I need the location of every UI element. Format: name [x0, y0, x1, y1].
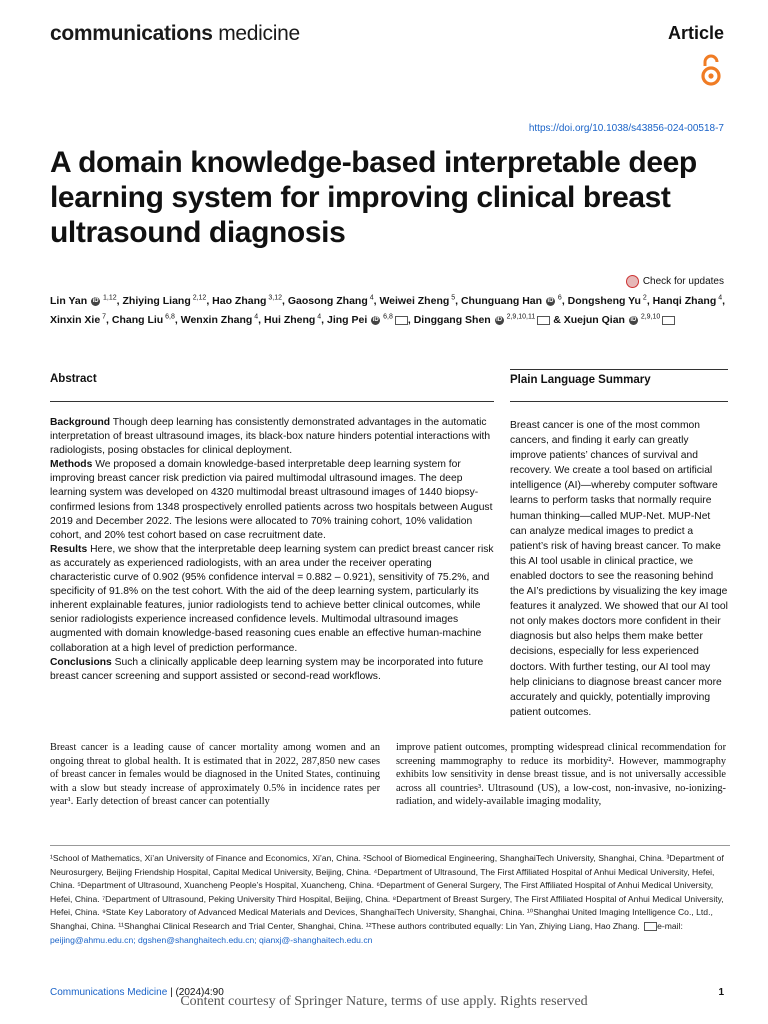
abstract-heading: Abstract — [50, 373, 97, 385]
author-name: Gaosong Zhang — [287, 295, 368, 307]
author-name: Jing Pei — [327, 314, 368, 326]
journal-name[interactable] — [50, 22, 300, 46]
author[interactable] — [288, 295, 374, 307]
author-name: Hao Zhang — [212, 295, 267, 307]
email-icon[interactable] — [537, 316, 550, 325]
author[interactable] — [568, 295, 647, 307]
author-name: Weiwei Zheng — [379, 295, 450, 307]
author[interactable] — [50, 295, 117, 307]
email-icon[interactable] — [395, 316, 408, 325]
check-updates-label: Check for updates — [642, 276, 724, 287]
author[interactable] — [379, 295, 455, 307]
author-affiliation-sup: 6,8 — [381, 313, 393, 321]
abstract-section-label: Results — [50, 543, 88, 555]
abstract-section — [50, 543, 494, 656]
check-updates-icon — [626, 275, 639, 288]
abstract-section-text: Here, we show that the interpretable deep learning system can predict breast cancer risk as accurately as experienced radiologists, with an area under the receiver operating characteristic curve of 0.902 (95% confidence interval = 0.882 – 0.921), sensitivity of 75.2%, and specificity of 91.8% on the test cohort. With the aid of the deep learning system, particularly its inherent explainable features, junior radiologists tend to achieve better clinical outcomes, while senior radiologists experience increased confidence levels. Multimodal ultrasound images augmented with domain knowledge-based reasoning cues enable an effective human-machine collaboration at a high level of prediction performance. — [50, 543, 494, 654]
author[interactable] — [50, 314, 106, 326]
author-name: Lin Yan — [50, 295, 88, 307]
author-affiliation-sup: 2,12 — [190, 294, 207, 302]
orcid-icon[interactable]: iD — [92, 297, 99, 304]
author[interactable] — [461, 295, 562, 307]
author[interactable]: & Xuejun Qian iD $^{2,9,10}$ — [553, 314, 675, 326]
open-access-icon — [699, 54, 723, 88]
author-name: Zhiying Liang — [122, 295, 191, 307]
abstract-section-text: Though deep learning has consistently demonstrated advantages in the automatic interpretation of breast ultrasound images, its black-box nature hinders potential interactions with radiologists, posing obstacles for clinical deployment. — [50, 417, 491, 457]
affiliations-text: ¹School of Mathematics, Xi’an University of Finance and Economics, Xi’an, China. ²School of Biomedical Engineering, ShanghaiTech University, Shanghai, China. ³Department of Neurosurgery, Beijing Friendship Hospital, Capital Medical University, Beijing, China. ⁴Department of Ultrasound, The First Affiliated Hospital of Anhui Medical University, Hefei, China. ⁵Department of Ultrasound, Xuancheng People’s Hospital, Xuancheng, China. ⁶Department of General Surgery, The First Affiliated Hospital of Anhui Medical University, Hefei, China. ⁷Department of Ultrasound, Peking University Third Hospital, Beijing, China. ⁸Department of Breast Surgery, The First Affiliated Hospital of Anhui Medical University, Hefei, China. ⁹State Key Laboratory of Advanced Medical Materials and Devices, ShanghaiTech University, Shanghai, China. ¹⁰Shanghai United Imaging Intelligence Co., Ltd., Shanghai, China. ¹¹Shanghai Clinical Research and Trial Center, Shanghai, China. ¹²These authors contributed equally: Lin Yan, Zhiying Liang, Hao Zhang. — [50, 853, 724, 931]
author-affiliation-sup: 2 — [640, 294, 647, 302]
author-name: Xinxin Xie — [50, 314, 101, 326]
author-affiliation-sup: 3,12 — [266, 294, 282, 302]
affiliations-divider — [50, 845, 730, 846]
author[interactable] — [123, 295, 207, 307]
article-title: A domain knowledge-based interpretable deep learning system for improving clinical breast ultrasound diagnosis — [50, 146, 697, 249]
author-affiliation-sup: 4 — [716, 294, 723, 302]
abstract-section — [50, 458, 494, 543]
author-affiliation-sup: 4 — [367, 294, 374, 302]
abstract-body — [50, 416, 494, 684]
author[interactable] — [181, 314, 258, 326]
abstract-section-label: Background — [50, 417, 111, 428]
author-affiliation-sup: 5 — [449, 294, 456, 302]
author[interactable] — [264, 314, 321, 326]
orcid-icon[interactable]: iD — [547, 297, 554, 304]
author-name: Wenxin Zhang — [180, 314, 253, 326]
article-type: Article — [667, 23, 724, 43]
author-name: Hui Zheng — [263, 314, 316, 326]
page-number: 1 — [718, 987, 724, 998]
author[interactable] — [112, 314, 175, 326]
author-affiliation-sup: 4 — [315, 313, 322, 321]
author-name: Dongsheng Yu — [567, 295, 641, 307]
email-icon — [644, 922, 657, 931]
author-name: Chunguang Han — [460, 295, 543, 307]
journal-name-bold: communications — [50, 22, 213, 45]
author-affiliation-sup: 6 — [555, 294, 562, 302]
author-affiliation-sup: 7 — [100, 313, 107, 321]
author[interactable] — [653, 295, 722, 307]
abstract-section-label: Conclusions — [50, 656, 112, 668]
abstract-section-text: Such a clinically applicable deep learning system may be incorporated into future breast cancer screening and support assisted or second-read workflows. — [50, 656, 484, 682]
footer-journal-link[interactable]: Communications Medicine — [50, 987, 168, 998]
author-affiliation-sup: 4 — [252, 313, 259, 321]
author-name: Xuejun Qian — [563, 314, 625, 326]
footer-citation-text: | (2024)4:90 — [170, 987, 224, 998]
author-affiliation-sup: 2,9,10 — [638, 313, 661, 321]
email-links[interactable]: peijing@ahmu.edu.cn; dgshen@shanghaitech.edu.cn; qianxj@-shanghaitech.edu.cn — [50, 934, 373, 945]
orcid-icon[interactable]: iD — [372, 316, 379, 323]
author-name: Hanqi Zhang — [652, 295, 717, 307]
courtesy-notice: Content courtesy of Springer Nature, terms of use apply. Rights reserved — [180, 994, 588, 1009]
doi-link[interactable]: https://doi.org/10.1038/s43856-024-00518-7 — [528, 123, 724, 134]
author-affiliation-sup: 2,9,10,11 — [504, 313, 536, 321]
body-column-right: improve patient outcomes, prompting widespread clinical recommendation for screening mammography to reduce its morbidity². However, mammography exhibits low sensitivity in dense breast tissue, and is not universally accessible across all countries³. Ultrasound (US), a low-cost, non-invasive, no-ionizing-radiation, and widely-available imaging modality, — [396, 742, 726, 808]
body-column-left: Breast cancer is a leading cause of cancer mortality among women and an ongoing threat to global health. It is estimated that in 2022, 287,850 new cases of breast cancer in females would be diagnosed in the United States, continuing with a slow but steady increase of approximately 0.5% in incidence rates per year¹. Early detection of breast cancer can potentially — [50, 742, 380, 808]
email-label: e-mail: — [657, 920, 683, 931]
summary-divider — [510, 401, 728, 402]
author-name: Dinggang Shen — [413, 314, 491, 326]
check-for-updates-button[interactable] — [626, 275, 724, 288]
plain-summary-heading: Plain Language Summary — [510, 374, 651, 386]
author[interactable] — [414, 314, 551, 326]
abstract-section-label: Methods — [50, 459, 93, 471]
author[interactable] — [327, 314, 408, 326]
author-list: Lin Yan iD $^{1,12}$, Zhiying Liang $^{2,12}$, Hao Zhang $^{3,12}$, Gaosong Zhang $^4$, Weiwei Zheng $^5$, Chunguang Han iD $^6$, Dongsheng Yu $^2$, Hanqi Zhang $^4$, Xinxin Xie $^7$, Chang Liu $^{6,8}$, Wenxin Zhang $^4$, Hui Zheng $^4$, Jing Pei iD $^{6,8}$ , Dinggang Shen iD $^{2,9,10,11}$ & Xuejun Qian iD $^{2,9,10}$ — [50, 294, 726, 326]
author-affiliation-sup: 6,8 — [163, 313, 175, 321]
summary-top-divider — [510, 369, 728, 370]
orcid-icon[interactable]: iD — [630, 316, 637, 323]
orcid-icon[interactable]: iD — [496, 316, 503, 323]
email-icon[interactable] — [662, 316, 675, 325]
author[interactable] — [212, 295, 282, 307]
journal-name-rest: medicine — [212, 22, 300, 45]
abstract-section — [50, 416, 494, 458]
author-affiliation-sup: 1,12 — [101, 294, 117, 302]
abstract-section-text: We proposed a domain knowledge-based interpretable deep learning system for improving breast cancer risk prediction via paired multimodal ultrasound images. The deep learning system was developed on 4320 multimodal breast ultrasound images of 1440 biopsy-confirmed lesions from 1348 prospectively enrolled patients across two hospitals between August 2019 and December 2022. The lesions were allocated to 70% training cohort, 10% validation cohort, and 20% test cohort based on case recruitment date. — [50, 459, 493, 541]
affiliations — [50, 852, 730, 947]
abstract-section — [50, 656, 494, 684]
author-name: Chang Liu — [111, 314, 164, 326]
plain-summary-body: Breast cancer is one of the most common cancers, and finding it early can greatly improve patients’ chances of survival and recovery. We create a tool based on artificial intelligence (AI)—whereby computer software learns to perform tasks that normally require human thinking—called MUP-Net. MUP-Net can analyze medical images to predict a patient’s risk of having breast cancer. To make this AI tool usable in clinical practice, we enabled doctors to see the reasoning behind the AI’s predictions by visualizing the key image features it analyzed. We showed that our AI tool not only makes doctors more confident in their diagnosis but also helps them make better decisions, especially for less experienced doctors. With further testing, our AI tool may help clinicians to diagnose breast cancer more accurately and quickly, potentially improving patient outcomes. — [510, 420, 728, 718]
abstract-divider — [50, 401, 494, 402]
